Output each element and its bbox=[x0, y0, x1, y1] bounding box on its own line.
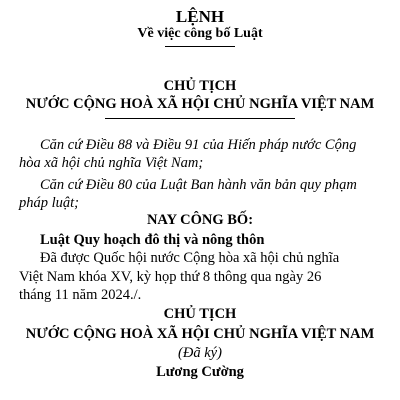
signed-note: (Đã ký) bbox=[178, 345, 222, 361]
subtitle-underline bbox=[165, 46, 235, 47]
signature-title: CHỦ TỊCH bbox=[163, 306, 237, 322]
signature-country: NƯỚC CỘNG HOÀ XÃ HỘI CHỦ NGHĨA VIỆT NAM bbox=[25, 326, 375, 342]
basis-line-3: Căn cứ Điều 80 của Luật Ban hành văn bản quy phạm bbox=[40, 177, 357, 193]
basis-line-4: pháp luật; bbox=[19, 195, 80, 211]
body-line-1: Đã được Quốc hội nước Cộng hòa xã hội chủ nghĩa bbox=[40, 250, 340, 266]
basis-line-2: hòa xã hội chủ nghĩa Việt Nam; bbox=[19, 155, 204, 171]
body-line-2: Việt Nam khóa XV, kỳ họp thứ 8 thông qua ngày 26 bbox=[19, 269, 322, 285]
country-underline bbox=[105, 118, 295, 119]
signer-name: Lương Cường bbox=[156, 364, 244, 380]
document-subtitle: Về việc công bố Luật bbox=[137, 26, 263, 41]
issuer-country: NƯỚC CỘNG HOÀ XÃ HỘI CHỦ NGHĨA VIỆT NAM bbox=[25, 96, 375, 112]
body-line-3: tháng 11 năm 2024./. bbox=[19, 287, 142, 303]
law-name: Luật Quy hoạch đô thị và nông thôn bbox=[40, 232, 265, 248]
announcement-heading: NAY CÔNG BỐ: bbox=[146, 212, 254, 228]
document-title: LỆNH bbox=[175, 7, 225, 26]
issuer-title: CHỦ TỊCH bbox=[163, 78, 237, 94]
basis-line-1: Căn cứ Điều 88 và Điều 91 của Hiến pháp nước Cộng bbox=[40, 137, 357, 153]
